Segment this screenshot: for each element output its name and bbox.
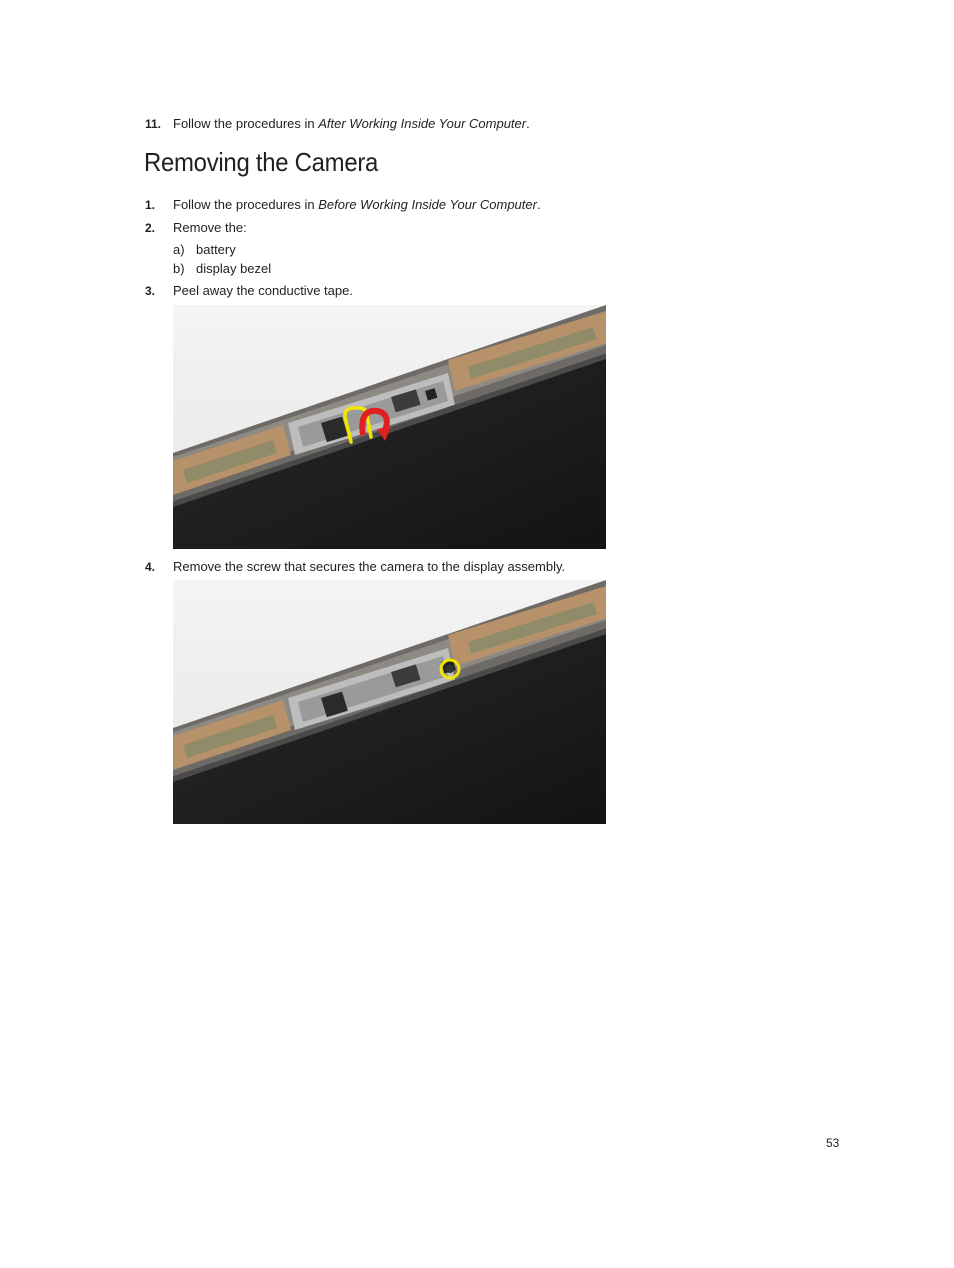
section-title: Removing the Camera [144,147,379,177]
substep-text: battery [196,242,236,257]
step-link-text: Before Working Inside Your Computer [318,197,537,212]
step-2 [145,220,247,236]
page-number: 53 [826,1136,840,1150]
substep-letter: a) [173,242,185,257]
display-bezel-photo [173,580,606,824]
step-number: 2. [145,221,156,235]
step-text: Remove the screw that secures the camera to the display assembly. [173,559,566,574]
display-bezel-photo [173,305,606,549]
step-text: Follow the procedures in [173,116,319,131]
step-number: 11. [145,117,162,131]
step-number: 1. [145,198,156,212]
figure-remove-screw [173,580,606,824]
substep-a [173,242,236,258]
step-text: Remove the: [173,220,247,235]
step-number: 4. [145,560,156,574]
step-3 [145,283,353,299]
step-number: 3. [145,284,156,298]
step-1: 1. Follow the procedures in Before Working Inside Your Computer. [145,197,541,212]
step-4 [145,559,565,575]
step-link-text: After Working Inside Your Computer [318,116,527,131]
step-text: Follow the procedures in [173,197,319,212]
figure-peel-tape [173,305,606,549]
step-11: 11. Follow the procedures in After Working Inside Your Computer. [145,116,530,131]
substep-letter: b) [173,261,185,276]
substep-text: display bezel [196,261,272,276]
substep-b [173,261,271,277]
step-text: Peel away the conductive tape. [173,283,353,298]
